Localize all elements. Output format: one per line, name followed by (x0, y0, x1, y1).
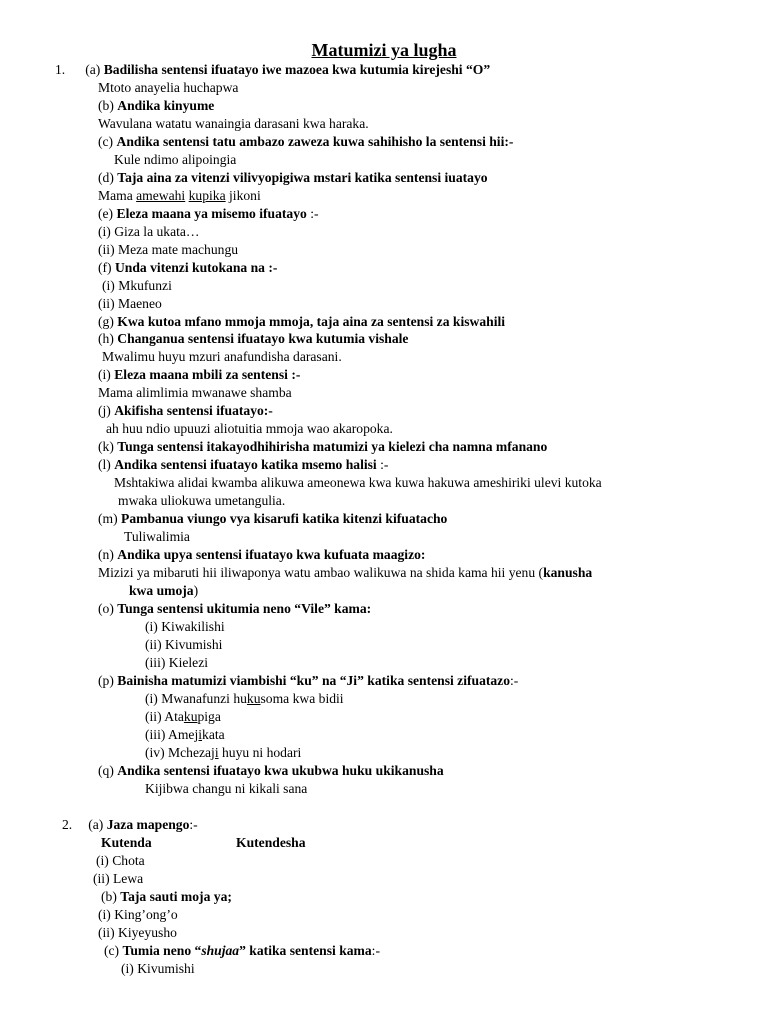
q2-a-row: (ii) Lewa (93, 871, 144, 886)
q1-n-instruction: (n) Andika upya sentensi ifuatayo kwa kufuata maagizo: (98, 547, 426, 562)
q1-l-sentence: Mshtakiwa alidai kwamba alikuwa ameonewa kwa kuwa hakuwa ameshiriki ulevi kutoka (114, 475, 602, 490)
question-number: 2. (62, 817, 73, 832)
q1-p-item: (iii) Amejikata (145, 727, 225, 742)
q1-d-instruction: (d) Taja aina za vitenzi vilivyopigiwa mstari katika sentensi iuatayo (98, 170, 488, 185)
q1-c-instruction: (c) Andika sentensi tatu ambazo zaweza kuwa sahihisho la sentensi hii:- (98, 134, 514, 149)
q1-i-sentence: Mama alimlimia mwanawe shamba (98, 385, 292, 400)
q1-c-sentence: Kule ndimo alipoingia (114, 152, 237, 167)
q1-l-sentence-cont: mwaka uliokuwa umetangulia. (118, 493, 286, 508)
q1-j-instruction: (j) Akifisha sentensi ifuatayo:- (98, 403, 273, 418)
q1-o-item: (iii) Kielezi (145, 655, 209, 670)
q1-j-sentence: ah huu ndio upuuzi aliotuitia mmoja wao akaropoka. (106, 421, 393, 436)
q2-a-row: (i) Chota (96, 853, 145, 868)
q1-g-instruction: (g) Kwa kutoa mfano mmoja mmoja, taja aina za sentensi za kiswahili (98, 314, 506, 329)
q1-b-sentence: Wavulana watatu wanaingia darasani kwa haraka. (98, 116, 369, 131)
question-number: 1. (55, 62, 66, 77)
page-title: Matumizi ya lugha (311, 40, 457, 60)
q1-o-item: (ii) Kivumishi (145, 637, 223, 652)
q1-o-instruction: (o) Tunga sentensi ukitumia neno “Vile” kama: (98, 601, 372, 616)
q2-a-instruction: 2. (a) Jaza mapengo:- (62, 817, 198, 832)
q1-p-item: (i) Mwanafunzi hukusoma kwa bidii (145, 691, 344, 706)
q2-c-instruction: (c) Tumia neno “shujaa” katika sentensi kama:- (104, 943, 380, 958)
q1-m-instruction: (m) Pambanua viungo vya kisarufi katika kitenzi kifuatacho (98, 511, 448, 526)
q1-p-item: (iv) Mchezaji huyu ni hodari (145, 745, 302, 760)
q1-k-instruction: (k) Tunga sentensi itakayodhihirisha matumizi ya kielezi cha namna mfanano (98, 439, 548, 454)
q1-n-sentence-cont: kwa umoja) (129, 583, 199, 598)
q1-h-sentence: Mwalimu huyu mzuri anafundisha darasani. (102, 349, 342, 364)
q1-q-instruction: (q) Andika sentensi ifuatayo kwa ukubwa huku ukikanusha (98, 763, 444, 778)
q1-e-item: (i) Giza la ukata… (98, 224, 200, 239)
q1-a-instruction: 1. (a) Badilisha sentensi ifuatayo iwe mazoea kwa kutumia kirejeshi “O” (55, 62, 491, 77)
q2-column-header-kutenda: Kutenda (101, 835, 152, 850)
q1-i-instruction: (i) Eleza maana mbili za sentensi :- (98, 367, 301, 382)
q1-b-instruction: (b) Andika kinyume (98, 98, 215, 113)
q1-d-sentence: Mama amewahi kupika jikoni (98, 188, 261, 203)
q1-q-sentence: Kijibwa changu ni kikali sana (145, 781, 308, 796)
q1-m-word: Tuliwalimia (124, 529, 190, 544)
q1-o-item: (i) Kiwakilishi (145, 619, 225, 634)
q1-n-sentence: Mizizi ya mibaruti hii iliwaponya watu ambao walikuwa na shida kama hii yenu (kanusha (98, 565, 593, 580)
q1-p-item: (ii) Atakupiga (145, 709, 221, 724)
q1-l-instruction: (l) Andika sentensi ifuatayo katika msemo halisi :- (98, 457, 389, 472)
q2-b-item: (ii) Kiyeyusho (98, 925, 177, 940)
q1-e-instruction: (e) Eleza maana ya misemo ifuatayo :- (98, 206, 319, 221)
q1-f-item: (i) Mkufunzi (102, 278, 172, 293)
q2-c-item: (i) Kivumishi (121, 961, 195, 976)
q1-p-instruction: (p) Bainisha matumizi viambishi “ku” na “Ji” katika sentensi zifuatazo:- (98, 673, 519, 688)
q1-h-instruction: (h) Changanua sentensi ifuatayo kwa kutumia vishale (98, 331, 409, 346)
q2-b-instruction: (b) Taja sauti moja ya; (101, 889, 232, 904)
q2-column-header-kutendesha: Kutendesha (236, 835, 306, 850)
q1-a-sentence: Mtoto anayelia huchapwa (98, 80, 239, 95)
q1-f-instruction: (f) Unda vitenzi kutokana na :- (98, 260, 278, 275)
q1-f-item: (ii) Maeneo (98, 296, 162, 311)
q1-e-item: (ii) Meza mate machungu (98, 242, 239, 257)
q2-b-item: (i) King’ong’o (98, 907, 178, 922)
